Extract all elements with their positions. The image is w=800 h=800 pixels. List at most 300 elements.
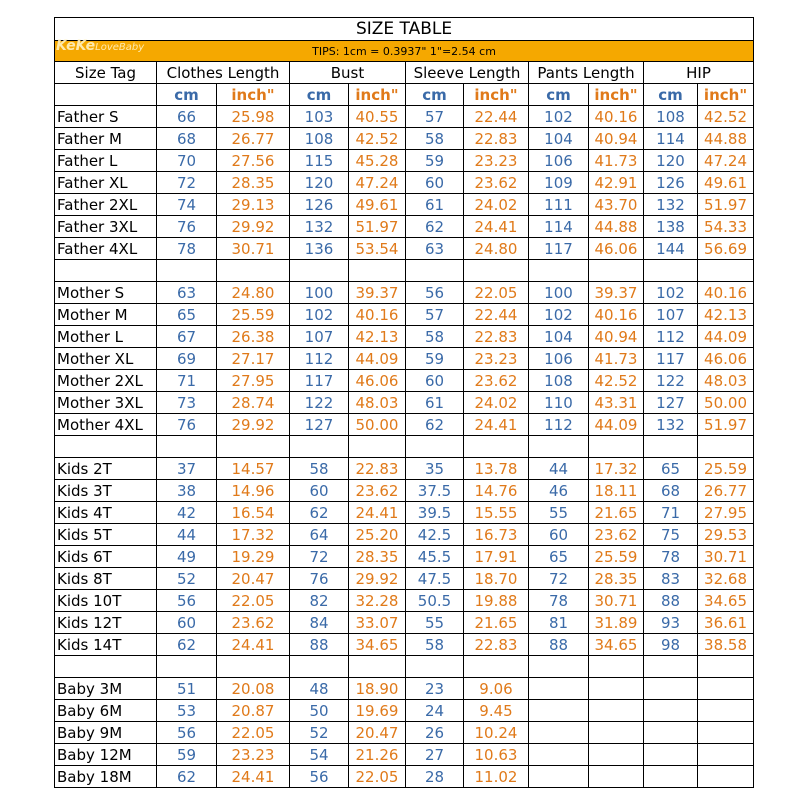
cm-value-cell: 108: [290, 128, 349, 150]
cm-value-cell: 75: [644, 524, 698, 546]
cm-value-cell: 61: [406, 392, 464, 414]
cm-value-cell: 48: [290, 678, 349, 700]
cm-value-cell: 71: [644, 502, 698, 524]
cm-value-cell: 58: [406, 326, 464, 348]
table-row: [55, 722, 754, 744]
cm-value-cell: 61: [406, 194, 464, 216]
inch-value-cell: 18.90: [349, 678, 406, 700]
cm-value-cell: 47.5: [406, 568, 464, 590]
inch-value-cell: 27.95: [217, 370, 290, 392]
cm-value-cell: 27: [406, 744, 464, 766]
size-tag-cell: Kids 3T: [55, 480, 157, 502]
empty-cell: [589, 260, 644, 282]
empty-cell: [464, 260, 529, 282]
size-tag-cell: Mother M: [55, 304, 157, 326]
cm-value-cell: 60: [290, 480, 349, 502]
cm-value-cell: 122: [290, 392, 349, 414]
unit-row-blank: [55, 84, 157, 106]
cm-value-cell: 57: [406, 304, 464, 326]
table-row: [55, 502, 754, 524]
table-row: [55, 238, 754, 260]
clothes-length-header: Clothes Length: [157, 62, 290, 84]
bust-header: Bust: [290, 62, 406, 84]
cm-value-cell: 72: [157, 172, 217, 194]
inch-value-cell: 26.77: [217, 128, 290, 150]
cm-value-cell: [644, 744, 698, 766]
cm-value-cell: [644, 678, 698, 700]
table-row: [55, 546, 754, 568]
inch-value-cell: 16.54: [217, 502, 290, 524]
cm-value-cell: 50.5: [406, 590, 464, 612]
inch-value-cell: 46.06: [589, 238, 644, 260]
unit-inch-header: inch": [217, 84, 290, 106]
table-title: SIZE TABLE: [55, 18, 754, 41]
size-tag-cell: Father 2XL: [55, 194, 157, 216]
section-gap-row: [55, 260, 754, 282]
inch-value-cell: 25.20: [349, 524, 406, 546]
inch-value-cell: [698, 744, 754, 766]
cm-value-cell: 44: [529, 458, 589, 480]
cm-value-cell: 60: [406, 172, 464, 194]
empty-cell: [644, 436, 698, 458]
cm-value-cell: 71: [157, 370, 217, 392]
inch-value-cell: 47.24: [349, 172, 406, 194]
cm-value-cell: 23: [406, 678, 464, 700]
empty-cell: [406, 260, 464, 282]
unit-cm-header: cm: [406, 84, 464, 106]
empty-cell: [157, 260, 217, 282]
size-tag-cell: Mother 2XL: [55, 370, 157, 392]
cm-value-cell: 76: [157, 414, 217, 436]
cm-value-cell: 58: [406, 634, 464, 656]
cm-value-cell: 100: [290, 282, 349, 304]
size-tag-cell: Mother L: [55, 326, 157, 348]
table-row: [55, 282, 754, 304]
empty-cell: [464, 436, 529, 458]
cm-value-cell: 51: [157, 678, 217, 700]
unit-inch-header: inch": [589, 84, 644, 106]
table-row: [55, 216, 754, 238]
cm-value-cell: 52: [157, 568, 217, 590]
inch-value-cell: 39.37: [349, 282, 406, 304]
inch-value-cell: 44.88: [698, 128, 754, 150]
cm-value-cell: 57: [406, 106, 464, 128]
inch-value-cell: 22.83: [464, 128, 529, 150]
cm-value-cell: 52: [290, 722, 349, 744]
inch-value-cell: 43.70: [589, 194, 644, 216]
cm-value-cell: 78: [157, 238, 217, 260]
size-tag-cell: Father 4XL: [55, 238, 157, 260]
inch-value-cell: 19.88: [464, 590, 529, 612]
cm-value-cell: 132: [290, 216, 349, 238]
empty-cell: [529, 656, 589, 678]
cm-value-cell: 117: [529, 238, 589, 260]
inch-value-cell: 23.62: [589, 524, 644, 546]
cm-value-cell: 65: [644, 458, 698, 480]
table-row: [55, 612, 754, 634]
table-row: [55, 128, 754, 150]
inch-value-cell: 56.69: [698, 238, 754, 260]
cm-value-cell: 84: [290, 612, 349, 634]
inch-value-cell: 22.05: [217, 722, 290, 744]
cm-value-cell: 49: [157, 546, 217, 568]
cm-value-cell: 100: [529, 282, 589, 304]
size-tag-cell: Kids 14T: [55, 634, 157, 656]
cm-value-cell: 106: [529, 150, 589, 172]
cm-value-cell: 103: [290, 106, 349, 128]
size-table-sheet: [54, 17, 753, 788]
inch-value-cell: 44.09: [698, 326, 754, 348]
inch-value-cell: 42.13: [349, 326, 406, 348]
table-row: [55, 106, 754, 128]
table-row: [55, 590, 754, 612]
empty-cell: [698, 260, 754, 282]
cm-value-cell: 132: [644, 414, 698, 436]
unit-cm-header: cm: [644, 84, 698, 106]
table-row: [55, 766, 754, 788]
inch-value-cell: 26.77: [698, 480, 754, 502]
cm-value-cell: 42.5: [406, 524, 464, 546]
table-row: [55, 634, 754, 656]
logo-sub-text: LoveBaby: [95, 42, 145, 53]
size-tag-cell: Father L: [55, 150, 157, 172]
inch-value-cell: 9.06: [464, 678, 529, 700]
size-tag-cell: Kids 5T: [55, 524, 157, 546]
cm-value-cell: 60: [406, 370, 464, 392]
cm-value-cell: [644, 766, 698, 788]
empty-cell: [217, 260, 290, 282]
cm-value-cell: 72: [290, 546, 349, 568]
empty-cell: [55, 656, 157, 678]
size-tag-cell: Baby 3M: [55, 678, 157, 700]
inch-value-cell: 29.13: [217, 194, 290, 216]
inch-value-cell: 20.47: [349, 722, 406, 744]
unit-cm-header: cm: [529, 84, 589, 106]
inch-value-cell: 42.52: [589, 370, 644, 392]
inch-value-cell: 42.13: [698, 304, 754, 326]
cm-value-cell: 65: [529, 546, 589, 568]
inch-value-cell: 22.83: [464, 634, 529, 656]
inch-value-cell: 40.94: [589, 326, 644, 348]
cm-value-cell: [529, 766, 589, 788]
size-tag-cell: Father M: [55, 128, 157, 150]
cm-value-cell: 65: [157, 304, 217, 326]
empty-cell: [644, 260, 698, 282]
cm-value-cell: 93: [644, 612, 698, 634]
cm-value-cell: [529, 722, 589, 744]
cm-value-cell: 88: [644, 590, 698, 612]
cm-value-cell: 26: [406, 722, 464, 744]
inch-value-cell: 48.03: [349, 392, 406, 414]
cm-value-cell: 38: [157, 480, 217, 502]
inch-value-cell: 24.41: [217, 766, 290, 788]
table-row: [55, 304, 754, 326]
inch-value-cell: 22.83: [349, 458, 406, 480]
cm-value-cell: 56: [157, 722, 217, 744]
empty-cell: [529, 436, 589, 458]
cm-value-cell: 63: [157, 282, 217, 304]
cm-value-cell: 120: [644, 150, 698, 172]
cm-value-cell: 62: [406, 216, 464, 238]
inch-value-cell: 19.69: [349, 700, 406, 722]
inch-value-cell: 26.38: [217, 326, 290, 348]
cm-value-cell: 112: [290, 348, 349, 370]
cm-value-cell: 55: [406, 612, 464, 634]
cm-value-cell: 126: [644, 172, 698, 194]
cm-value-cell: 88: [529, 634, 589, 656]
inch-value-cell: 29.53: [698, 524, 754, 546]
inch-value-cell: 30.71: [217, 238, 290, 260]
unit-inch-header: inch": [464, 84, 529, 106]
inch-value-cell: 20.08: [217, 678, 290, 700]
cm-value-cell: 106: [529, 348, 589, 370]
cm-value-cell: 104: [529, 326, 589, 348]
empty-cell: [406, 656, 464, 678]
unit-inch-header: inch": [698, 84, 754, 106]
inch-value-cell: 50.00: [698, 392, 754, 414]
empty-cell: [698, 656, 754, 678]
inch-value-cell: 32.68: [698, 568, 754, 590]
inch-value-cell: 17.91: [464, 546, 529, 568]
cm-value-cell: 108: [644, 106, 698, 128]
inch-value-cell: 30.71: [698, 546, 754, 568]
tips-banner: TIPS: 1cm = 0.3937" 1"=2.54 cm: [55, 41, 754, 62]
table-row: [55, 392, 754, 414]
cm-value-cell: [644, 722, 698, 744]
inch-value-cell: 34.65: [589, 634, 644, 656]
size-tag-cell: Father S: [55, 106, 157, 128]
inch-value-cell: [589, 678, 644, 700]
cm-value-cell: 109: [529, 172, 589, 194]
cm-value-cell: [529, 744, 589, 766]
inch-value-cell: 29.92: [349, 568, 406, 590]
cm-value-cell: 64: [290, 524, 349, 546]
inch-value-cell: 49.61: [698, 172, 754, 194]
unit-cm-header: cm: [157, 84, 217, 106]
inch-value-cell: 42.91: [589, 172, 644, 194]
table-row: [55, 150, 754, 172]
inch-value-cell: 46.06: [349, 370, 406, 392]
cm-value-cell: 56: [406, 282, 464, 304]
inch-value-cell: 32.28: [349, 590, 406, 612]
cm-value-cell: 58: [290, 458, 349, 480]
pants-length-header: Pants Length: [529, 62, 644, 84]
cm-value-cell: 81: [529, 612, 589, 634]
table-row: [55, 194, 754, 216]
inch-value-cell: 34.65: [698, 590, 754, 612]
inch-value-cell: 16.73: [464, 524, 529, 546]
table-row: [55, 744, 754, 766]
inch-value-cell: 20.87: [217, 700, 290, 722]
inch-value-cell: 40.16: [349, 304, 406, 326]
table-row: [55, 326, 754, 348]
section-gap-row: [55, 656, 754, 678]
inch-value-cell: 27.17: [217, 348, 290, 370]
size-tag-cell: Mother S: [55, 282, 157, 304]
size-tag-cell: Kids 10T: [55, 590, 157, 612]
cm-value-cell: 68: [157, 128, 217, 150]
inch-value-cell: [589, 744, 644, 766]
cm-value-cell: 88: [290, 634, 349, 656]
inch-value-cell: 23.62: [349, 480, 406, 502]
cm-value-cell: 136: [290, 238, 349, 260]
cm-value-cell: [529, 700, 589, 722]
empty-cell: [349, 656, 406, 678]
inch-value-cell: 24.41: [349, 502, 406, 524]
section-gap-row: [55, 436, 754, 458]
empty-cell: [157, 436, 217, 458]
inch-value-cell: 41.73: [589, 348, 644, 370]
table-row: [55, 568, 754, 590]
inch-value-cell: 38.58: [698, 634, 754, 656]
cm-value-cell: 62: [157, 634, 217, 656]
inch-value-cell: 25.98: [217, 106, 290, 128]
inch-value-cell: [589, 700, 644, 722]
inch-value-cell: 10.63: [464, 744, 529, 766]
inch-value-cell: 11.02: [464, 766, 529, 788]
inch-value-cell: 23.23: [464, 150, 529, 172]
cm-value-cell: 74: [157, 194, 217, 216]
cm-value-cell: 37: [157, 458, 217, 480]
empty-cell: [55, 260, 157, 282]
inch-value-cell: 24.02: [464, 194, 529, 216]
cm-value-cell: 24: [406, 700, 464, 722]
inch-value-cell: 44.09: [589, 414, 644, 436]
empty-cell: [55, 436, 157, 458]
inch-value-cell: 9.45: [464, 700, 529, 722]
cm-value-cell: 76: [290, 568, 349, 590]
cm-value-cell: 82: [290, 590, 349, 612]
cm-value-cell: 112: [644, 326, 698, 348]
inch-value-cell: 25.59: [698, 458, 754, 480]
cm-value-cell: 114: [644, 128, 698, 150]
cm-value-cell: 122: [644, 370, 698, 392]
inch-value-cell: 39.37: [589, 282, 644, 304]
hip-header: HIP: [644, 62, 754, 84]
inch-value-cell: 27.56: [217, 150, 290, 172]
cm-value-cell: 50: [290, 700, 349, 722]
cm-value-cell: 73: [157, 392, 217, 414]
inch-value-cell: 27.95: [698, 502, 754, 524]
cm-value-cell: 45.5: [406, 546, 464, 568]
inch-value-cell: 21.65: [589, 502, 644, 524]
cm-value-cell: 46: [529, 480, 589, 502]
inch-value-cell: 22.05: [349, 766, 406, 788]
cm-value-cell: 39.5: [406, 502, 464, 524]
table-row: [55, 524, 754, 546]
inch-value-cell: 10.24: [464, 722, 529, 744]
cm-value-cell: 78: [529, 590, 589, 612]
inch-value-cell: 21.65: [464, 612, 529, 634]
inch-value-cell: 18.11: [589, 480, 644, 502]
size-tag-cell: Kids 6T: [55, 546, 157, 568]
inch-value-cell: 50.00: [349, 414, 406, 436]
cm-value-cell: 76: [157, 216, 217, 238]
cm-value-cell: [529, 678, 589, 700]
empty-cell: [349, 436, 406, 458]
cm-value-cell: 114: [529, 216, 589, 238]
inch-value-cell: 51.97: [349, 216, 406, 238]
inch-value-cell: 28.74: [217, 392, 290, 414]
inch-value-cell: 36.61: [698, 612, 754, 634]
cm-value-cell: 60: [529, 524, 589, 546]
inch-value-cell: 19.29: [217, 546, 290, 568]
unit-inch-header: inch": [349, 84, 406, 106]
inch-value-cell: 25.59: [589, 546, 644, 568]
cm-value-cell: 60: [157, 612, 217, 634]
cm-value-cell: 72: [529, 568, 589, 590]
size-tag-cell: Mother XL: [55, 348, 157, 370]
cm-value-cell: 66: [157, 106, 217, 128]
inch-value-cell: 46.06: [698, 348, 754, 370]
inch-value-cell: [698, 678, 754, 700]
inch-value-cell: 45.28: [349, 150, 406, 172]
cm-value-cell: 117: [290, 370, 349, 392]
inch-value-cell: 29.92: [217, 414, 290, 436]
cm-value-cell: 138: [644, 216, 698, 238]
cm-value-cell: 110: [529, 392, 589, 414]
inch-value-cell: 18.70: [464, 568, 529, 590]
inch-value-cell: 29.92: [217, 216, 290, 238]
inch-value-cell: 22.05: [464, 282, 529, 304]
inch-value-cell: 28.35: [349, 546, 406, 568]
inch-value-cell: 23.62: [217, 612, 290, 634]
inch-value-cell: 25.59: [217, 304, 290, 326]
empty-cell: [290, 656, 349, 678]
empty-cell: [217, 436, 290, 458]
inch-value-cell: 40.94: [589, 128, 644, 150]
inch-value-cell: 24.41: [464, 414, 529, 436]
inch-value-cell: 17.32: [217, 524, 290, 546]
size-tag-cell: Baby 12M: [55, 744, 157, 766]
inch-value-cell: 23.23: [464, 348, 529, 370]
inch-value-cell: 24.41: [464, 216, 529, 238]
inch-value-cell: 42.52: [349, 128, 406, 150]
size-tag-cell: Baby 9M: [55, 722, 157, 744]
cm-value-cell: 102: [644, 282, 698, 304]
inch-value-cell: 49.61: [349, 194, 406, 216]
inch-value-cell: 51.97: [698, 194, 754, 216]
cm-value-cell: [644, 700, 698, 722]
cm-value-cell: 56: [157, 590, 217, 612]
empty-cell: [698, 436, 754, 458]
inch-value-cell: 24.80: [217, 282, 290, 304]
empty-cell: [290, 260, 349, 282]
cm-value-cell: 83: [644, 568, 698, 590]
inch-value-cell: 33.07: [349, 612, 406, 634]
inch-value-cell: 17.32: [589, 458, 644, 480]
cm-value-cell: 104: [529, 128, 589, 150]
inch-value-cell: 41.73: [589, 150, 644, 172]
cm-value-cell: 35: [406, 458, 464, 480]
inch-value-cell: [698, 722, 754, 744]
cm-value-cell: 126: [290, 194, 349, 216]
cm-value-cell: 67: [157, 326, 217, 348]
table-row: [55, 480, 754, 502]
cm-value-cell: 120: [290, 172, 349, 194]
inch-value-cell: 28.35: [589, 568, 644, 590]
size-tag-cell: Baby 18M: [55, 766, 157, 788]
cm-value-cell: 112: [529, 414, 589, 436]
inch-value-cell: 20.47: [217, 568, 290, 590]
inch-value-cell: 44.88: [589, 216, 644, 238]
empty-cell: [406, 436, 464, 458]
cm-value-cell: 115: [290, 150, 349, 172]
inch-value-cell: 22.44: [464, 304, 529, 326]
size-tag-cell: Kids 2T: [55, 458, 157, 480]
cm-value-cell: 107: [290, 326, 349, 348]
cm-value-cell: 59: [406, 348, 464, 370]
